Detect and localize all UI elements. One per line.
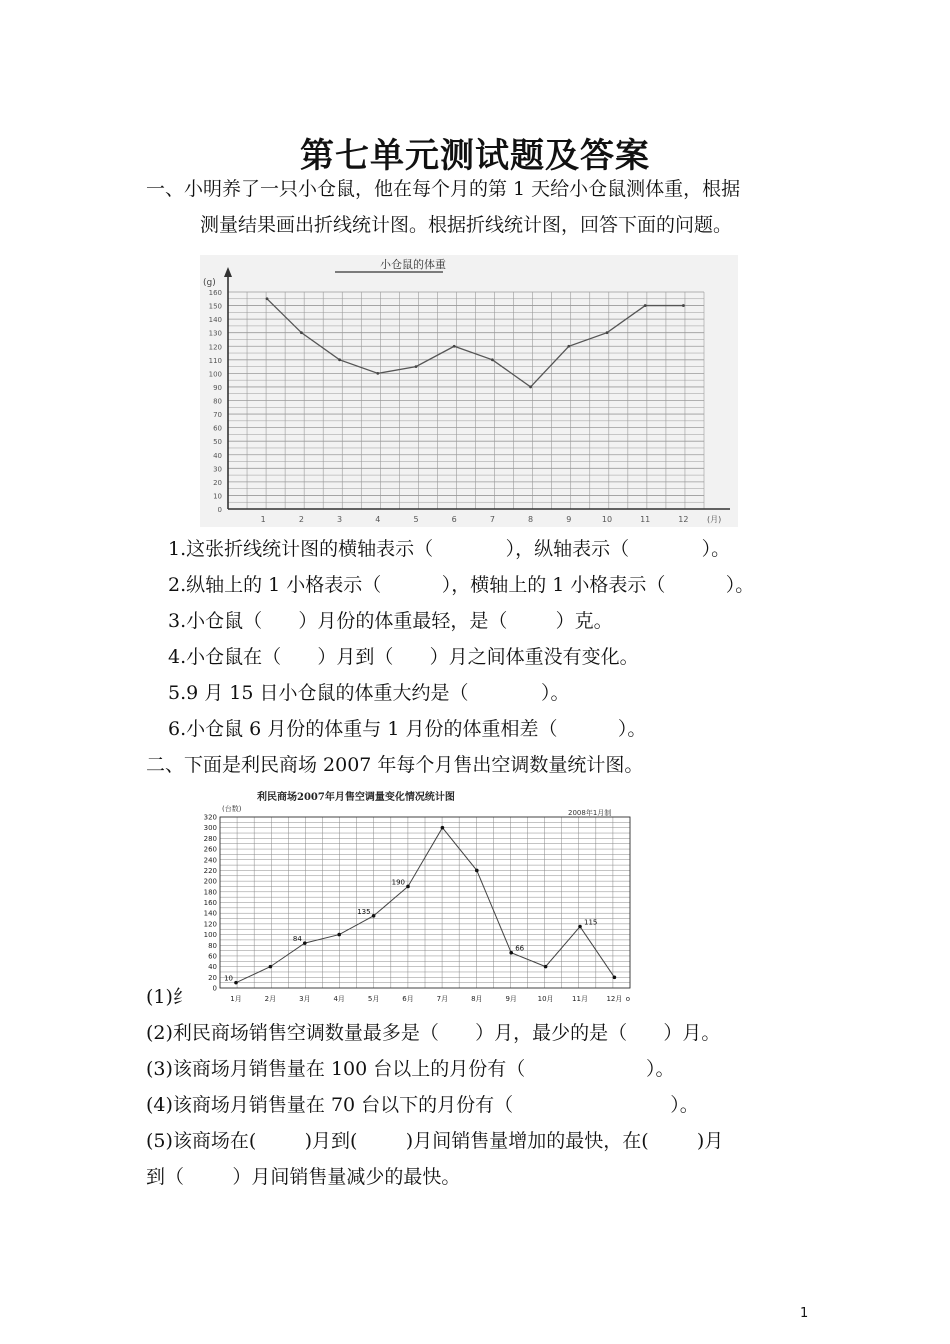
question-1-6: 6.小仓鼠 6 月份的体重与 1 月份的体重相差（ ）。 (168, 718, 647, 740)
chart1-xtick: 11 (640, 515, 651, 524)
chart2-xtick: 4月 (333, 995, 345, 1003)
question-1-3: 3.小仓鼠（ ）月份的体重最轻，是（ ）克。 (168, 610, 613, 632)
chart1-ytick: 140 (208, 316, 222, 325)
chart2-xtick: 7月 (436, 995, 449, 1003)
chart1-point (300, 331, 303, 334)
chart2-ytick: 160 (203, 899, 217, 907)
chart1-xtick: 5 (413, 515, 419, 524)
chart2-point (303, 941, 307, 945)
chart2-ytick: 280 (203, 834, 217, 843)
chart1-ytick: 110 (208, 356, 222, 365)
chart1-xlabel: (月) (707, 515, 722, 524)
chart1-ytick: 150 (208, 302, 222, 311)
chart1-ytick: 80 (213, 397, 222, 406)
chart2-data-label: 135 (357, 907, 371, 916)
chart2-ytick: 180 (203, 888, 217, 897)
chart1-xtick: 8 (528, 515, 534, 524)
question-1-2: 2.纵轴上的 1 小格表示（ ），横轴上的 1 小格表示（ ）。 (168, 574, 755, 596)
chart2-data-label: 66 (515, 944, 525, 953)
question-1-1: 1.这张折线统计图的横轴表示（ ），纵轴表示（ ）。 (168, 538, 731, 560)
chart1-point (606, 331, 609, 334)
chart1-point (453, 345, 456, 348)
page-title: 第七单元测试题及答案 (300, 136, 650, 176)
chart2-trailing-label: o (625, 995, 630, 1003)
chart1-ytick: 40 (213, 451, 222, 460)
chart2-ytick: 120 (203, 920, 217, 929)
chart2-ytick: 240 (203, 856, 217, 865)
chart2-data-label: 84 (292, 935, 302, 944)
chart1-point (644, 304, 647, 307)
chart1-ytick: 90 (213, 383, 222, 392)
chart2-data-label: 115 (584, 918, 598, 927)
chart2-point (613, 976, 617, 980)
question-2-5: (5)该商场在( )月到( )月间销售量增加的最快，在( )月 (146, 1130, 724, 1152)
chart1-ytick: 70 (213, 411, 222, 420)
question-2-1-partial: (1)纟 (146, 986, 192, 1008)
question-2-3: (3)该商场月销售量在 100 台以上的月份有（ ）。 (146, 1058, 675, 1080)
chart2-subtitle: 2008年1月制 (568, 809, 612, 817)
chart2-point (441, 826, 445, 830)
section1-intro-line1: 一、小明养了一只小仓鼠，他在每个月的第 1 天给小仓鼠测体重，根据 (146, 178, 741, 200)
chart2-point (406, 885, 410, 889)
hamster-weight-chart (200, 255, 738, 527)
chart1-xtick: 3 (337, 515, 343, 524)
chart2-xtick: 9月 (505, 995, 517, 1003)
chart1-xtick: 6 (451, 515, 457, 524)
chart2-ytick: 60 (208, 952, 217, 961)
chart1-xtick: 10 (601, 515, 613, 524)
chart2-point (234, 981, 238, 985)
chart1-ytick: 120 (208, 343, 222, 352)
chart1-ytick: 60 (213, 424, 222, 433)
chart1-point (491, 358, 494, 361)
chart2-xtick: 1月 (230, 995, 242, 1003)
chart2-ytick: 200 (203, 877, 217, 886)
chart2-ytick: 40 (208, 963, 217, 972)
chart2-ytick: 0 (212, 984, 217, 993)
chart1-xtick: 12 (678, 515, 689, 524)
chart2-title: 利民商场2007年月售空调量变化情况统计图 (257, 792, 455, 803)
chart2-point (475, 869, 479, 873)
question-2-4: (4)该商场月销售量在 70 台以下的月份有（ ）。 (146, 1094, 699, 1116)
chart2-ytick: 100 (203, 931, 217, 940)
chart2-point (337, 933, 341, 937)
chart2-xtick: 5月 (367, 995, 380, 1003)
chart2-ylabel: (台数) (222, 805, 242, 813)
chart1-xtick: 4 (375, 515, 381, 524)
chart1-ytick: 100 (208, 370, 222, 379)
chart1-ylabel: (g) (203, 278, 216, 288)
chart2-xtick: 12月 (606, 995, 623, 1003)
chart1-ytick: 10 (213, 492, 222, 501)
chart2-point (544, 965, 548, 969)
chart2-data-label: 10 (224, 974, 233, 983)
chart2-point (269, 965, 273, 969)
chart2-ytick: 300 (203, 824, 217, 833)
chart1-ytick: 160 (208, 289, 222, 297)
chart2-xtick: 8月 (471, 995, 483, 1003)
chart2-xtick: 10月 (537, 995, 554, 1003)
chart1-title: 小仓鼠的体重 (380, 258, 446, 271)
chart1-point (567, 345, 570, 348)
question-1-5: 5.9 月 15 日小仓鼠的体重大约是（ ）。 (168, 682, 570, 704)
chart1-xtick: 7 (489, 515, 495, 524)
chart2-ytick: 320 (203, 813, 217, 822)
chart1-point (682, 304, 685, 307)
chart1-point (415, 365, 418, 368)
chart1-point (266, 297, 269, 300)
chart1-ytick: 20 (213, 478, 222, 487)
chart1-xtick: 1 (260, 515, 266, 524)
chart2-point (509, 951, 513, 955)
chart1-ytick: 130 (208, 329, 222, 338)
chart2-xtick: 3月 (299, 995, 311, 1003)
chart2-xtick: 11月 (572, 995, 588, 1003)
section1-intro-line2: 测量结果画出折线统计图。根据折线统计图，回答下面的问题。 (200, 214, 733, 236)
page-number: 1 (800, 1306, 809, 1321)
chart2-ytick: 260 (203, 845, 217, 854)
chart1-ytick: 50 (213, 438, 222, 447)
chart1-y-arrow (224, 267, 232, 277)
chart2-data-label: 190 (391, 878, 405, 887)
aircon-sales-chart (192, 788, 634, 1008)
chart2-point (578, 925, 582, 929)
chart2-ytick: 20 (208, 973, 217, 982)
chart2-ytick: 80 (208, 941, 217, 950)
chart2-ytick: 220 (203, 866, 217, 875)
chart1-ytick: 30 (213, 465, 222, 474)
section2-intro: 二、下面是利民商场 2007 年每个月售出空调数量统计图。 (146, 754, 644, 776)
chart1-point (338, 358, 341, 361)
chart1-xtick: 9 (566, 515, 572, 524)
chart2-ytick: 140 (203, 909, 217, 918)
chart1-ytick: 0 (217, 506, 222, 514)
question-2-5-cont: 到（ ）月间销售量减少的最快。 (146, 1166, 461, 1188)
chart2-xtick: 6月 (402, 995, 414, 1003)
question-2-2: (2)利民商场销售空调数量最多是（ ）月，最少的是（ ）月。 (146, 1022, 721, 1044)
chart1-xtick: 2 (298, 515, 304, 524)
question-1-4: 4.小仓鼠在（ ）月到（ ）月之间体重没有变化。 (168, 646, 639, 668)
chart2-xtick: 2月 (264, 995, 277, 1003)
chart1-point (529, 386, 532, 389)
chart2-point (372, 914, 376, 918)
chart1-point (376, 372, 379, 375)
